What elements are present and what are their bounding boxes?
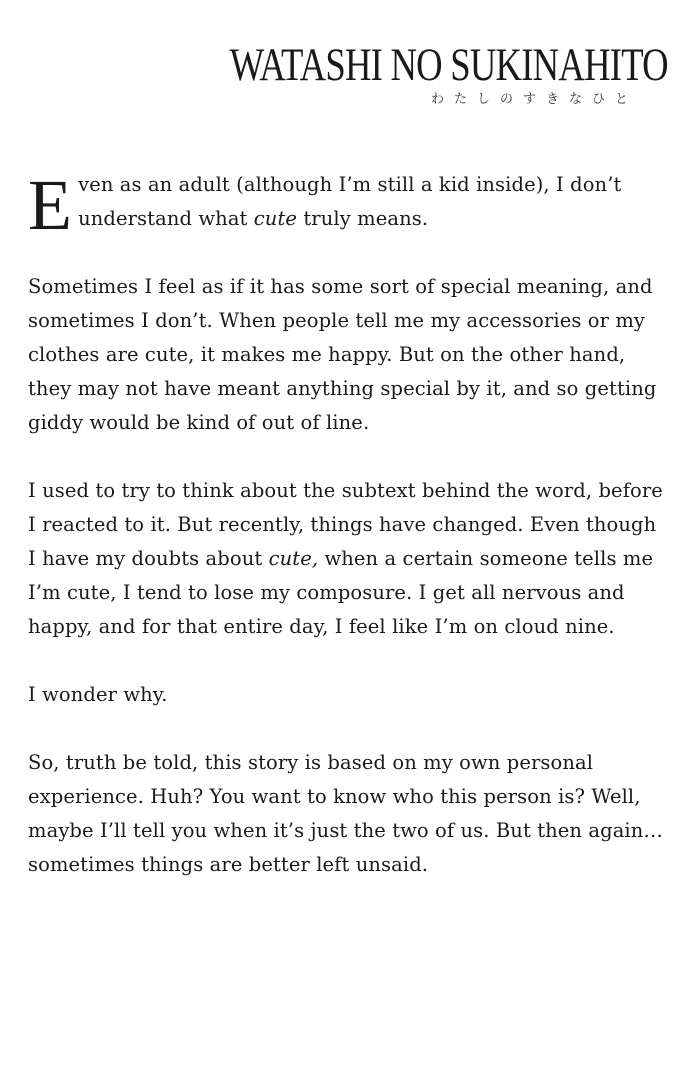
paragraph-1-text-a: ven as an adult (although I’m still a kid inside), I don’t understand what xyxy=(78,173,622,230)
paragraph-3 xyxy=(28,474,668,644)
paragraph-2: Sometimes I feel as if it has some sort of special meaning, and sometimes I don’t. When people tell me my accessories or my clothes are cute, it makes me happy. But on the other hand, they may not have meant anything special by it, and so getting giddy would be kind of out of line. xyxy=(28,275,657,434)
paragraph-1 xyxy=(28,165,668,245)
paragraph-3-text-a: I used to try to think about the subtext behind the word, before I reacted to it. But recently, things have changed. Even though I have my doubts about xyxy=(28,479,663,570)
drop-cap: E xyxy=(28,165,73,245)
page-title: WATASHI NO SUKINAHITO xyxy=(229,39,668,91)
paragraph-3-emphasis: cute, xyxy=(268,547,319,570)
page-header xyxy=(106,39,668,107)
paragraph-1-emphasis: cute xyxy=(253,207,298,230)
page-subtitle: わたしのすきなひと xyxy=(430,92,638,107)
paragraph-3-text-b: when a certain someone tells me I’m cute, I tend to lose my composure. I get all nervous and happy, and for that entire day, I feel like I’m on cloud nine. xyxy=(28,547,654,638)
paragraph-1-text-b: truly means. xyxy=(297,207,429,230)
paragraph-4: I wonder why. xyxy=(28,683,168,706)
essay-body xyxy=(28,165,668,916)
paragraph-5: So, truth be told, this story is based on my own personal experience. Huh? You want to know who this person is? Well, maybe I’ll tell you when it’s just the two of us. But then again…sometimes things are better left unsaid. xyxy=(28,751,664,876)
